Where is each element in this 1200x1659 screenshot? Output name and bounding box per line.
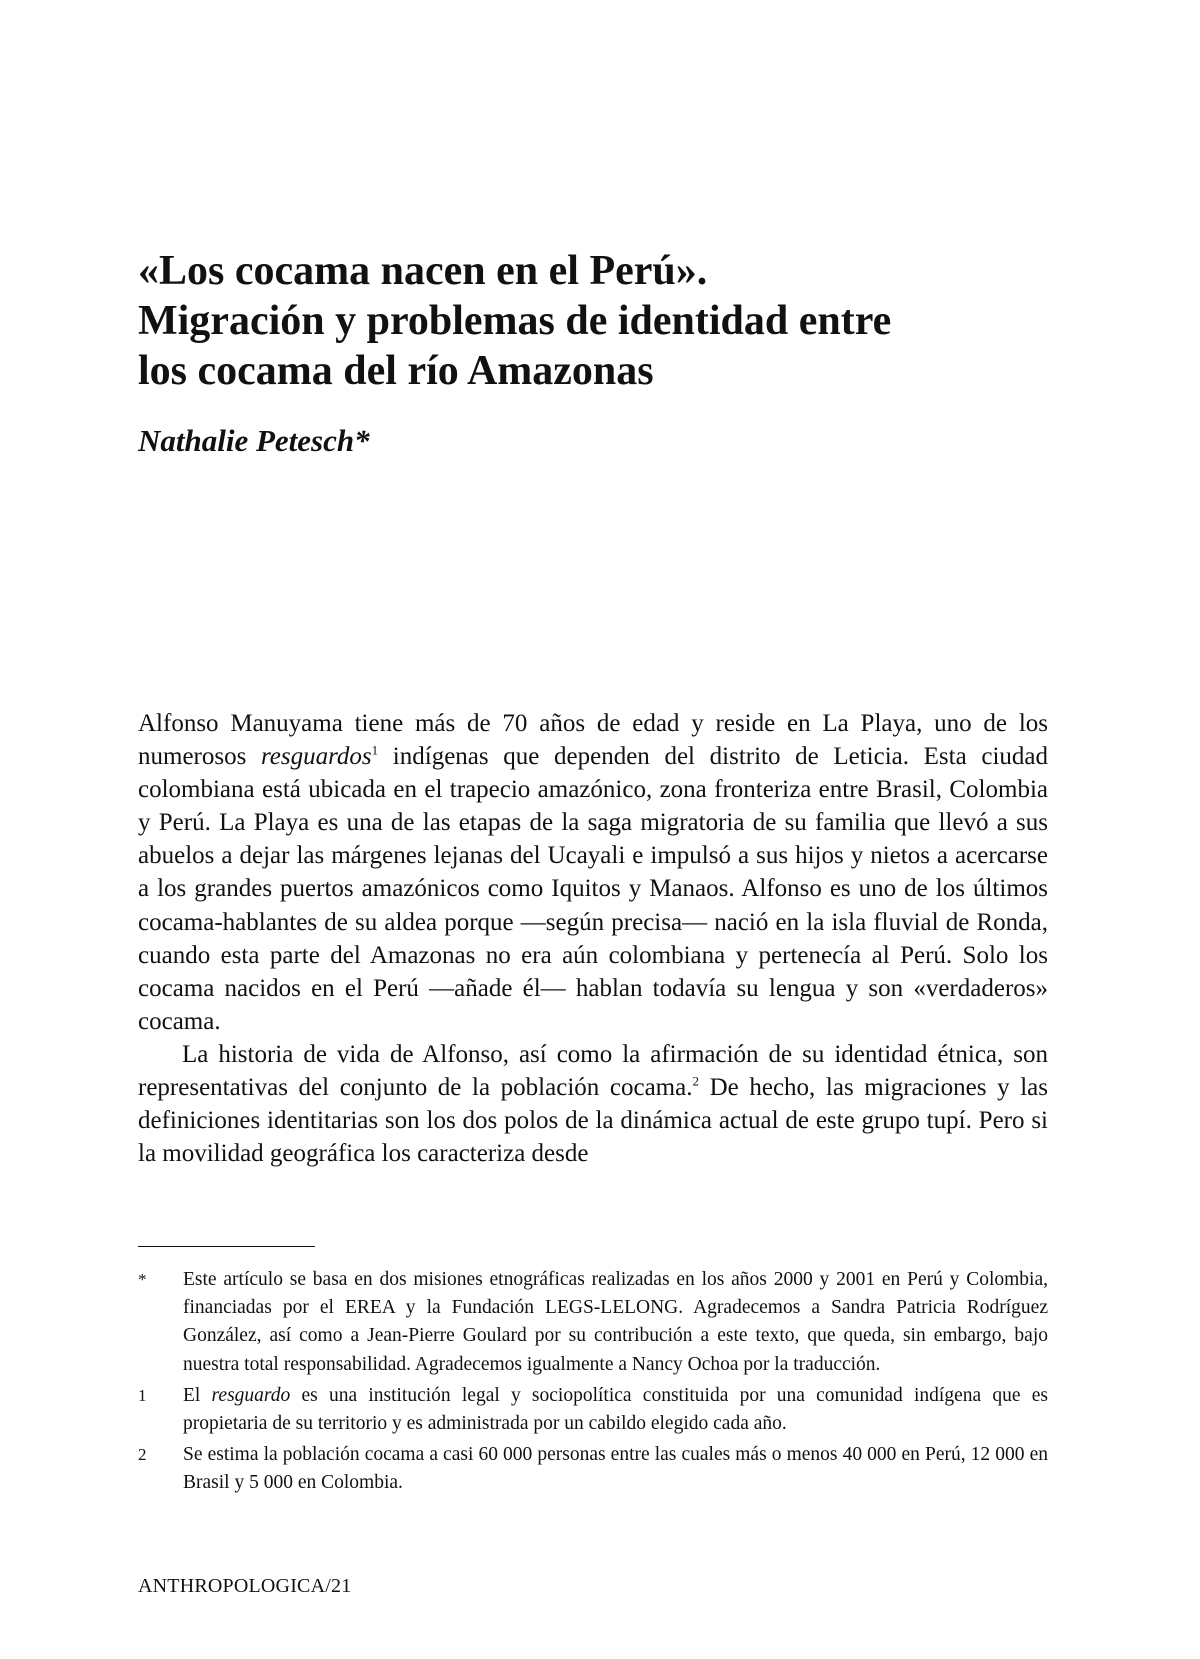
journal-footer: ANTHROPOLOGICA/21 (138, 1575, 352, 1597)
footnote-ref-1[interactable]: 1 (371, 742, 379, 758)
article-body (138, 707, 1048, 1170)
footnotes (138, 1266, 1048, 1501)
footnote-1 (138, 1382, 1048, 1438)
paragraph-1 (138, 707, 1048, 1038)
footnote-star (138, 1266, 1048, 1379)
paragraph-1-rest: indígenas que dependen del distrito de Leticia. Esta ciudad colombiana está ubicada en el trapecio amazónico, zona fronteriza entre Brasil, Colombia y Perú. La Playa es una de las etapas de la saga migratoria de su familia que llevó a sus abuelos a dejar las márgenes lejanas del Ucayali e impulsó a sus hijos y nietos a acercarse a los grandes puertos amazónicos como Iquitos y Manaos. Alfonso es uno de los últimos cocama-hablantes de su aldea porque —según precisa— nació en la isla fluvial de Ronda, cuando esta parte del Amazonas no era aún colombiana y pertenecía al Perú. Solo los cocama nacidos en el Perú —añade él— hablan todavía su lengua y son «verdaderos» cocama. (138, 743, 1048, 1035)
footnote-divider (138, 1246, 315, 1247)
paragraph-2 (138, 1038, 1048, 1170)
paragraph-2-rest: De hecho, las migraciones y las definiciones identitarias son los dos polos de la dinámica actual de este grupo tupí. Pero si la movilidad geográfica los caracteriza desde (138, 1074, 1048, 1168)
footnote-2 (138, 1441, 1048, 1497)
footnote-ref-2[interactable]: 2 (692, 1073, 699, 1089)
footnote-1-text: es una institución legal y sociopolítica constituida por una comunidad indígena que es propietaria de su territorio y es administrada por un cabildo elegido cada año. (183, 1384, 1048, 1435)
title-line-3: los cocama del río Amazonas (138, 348, 654, 395)
title-line-2: Migración y problemas de identidad entre (138, 298, 892, 345)
footnote-1-term: resguardo (211, 1384, 291, 1406)
author-name: Nathalie Petesch* (138, 423, 370, 458)
resguardos-term: resguardos (260, 743, 372, 771)
footnote-2-text: Se estima la población cocama a casi 60 000 personas entre las cuales más o menos 40 000 en Perú, 12 000 en Brasil y 5 000 en Colombia. (183, 1444, 1048, 1494)
paragraph-2-start: La historia de vida de Alfonso, así como la afirmación de su identidad étnica, son representativas del conjunto de la población cocama. (138, 1040, 1048, 1102)
paragraph-1-start: Alfonso Manuyama tiene más de 70 años de edad y reside en La Playa, uno de los numerosos (138, 710, 1048, 771)
title-line-1: «Los cocama nacen en el Perú». (138, 248, 708, 295)
footnote-2-mark: 2 (138, 1445, 147, 1465)
footnote-star-mark: * (138, 1270, 147, 1289)
footnote-1-mark: 1 (138, 1385, 147, 1405)
article-title (138, 246, 1038, 396)
footnote-1-lead: El (183, 1384, 212, 1406)
footnote-star-text: Este artículo se basa en dos misiones etnográficas realizadas en los años 2000 y 2001 en Perú y Colombia, financiadas por el EREA y la Fundación LEGS-LELONG. Agradecemos a Sandra Patricia Rodríguez González, así como a Jean-Pierre Goulard por su contribución a este texto, que queda, sin embargo, bajo nuestra total responsabilidad. Agradecemos igualmente a Nancy Ochoa por la traducción. (183, 1269, 1048, 1375)
